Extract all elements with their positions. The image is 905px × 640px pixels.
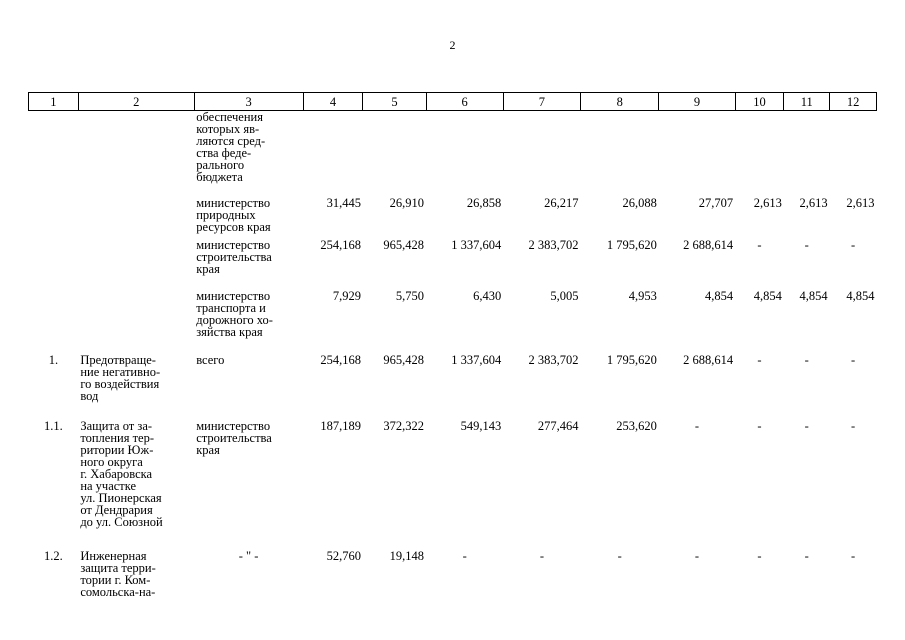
column-header: 3	[194, 93, 303, 111]
responsible-party: министерство строительства края	[196, 418, 272, 457]
value-cell: -	[850, 548, 856, 563]
value-cell: 4,854	[704, 288, 734, 303]
table-row	[29, 550, 877, 600]
value-cell	[426, 111, 503, 197]
item-number	[29, 290, 79, 354]
column-header: 2	[78, 93, 194, 111]
table-row	[29, 290, 877, 354]
value-cell	[363, 111, 426, 197]
column-header: 5	[363, 93, 426, 111]
column-header: 11	[784, 93, 830, 111]
value-cell: 2,613	[753, 195, 782, 210]
value-cell	[784, 111, 830, 197]
column-header: 6	[426, 93, 503, 111]
responsible-party: министерство транспорта и дорожного хо- зяйства края	[196, 288, 273, 339]
value-cell: 1 337,604	[451, 352, 502, 367]
table-row	[29, 354, 877, 420]
value-cell: 2 383,702	[528, 352, 579, 367]
value-cell: 372,322	[383, 418, 425, 433]
value-cell	[503, 111, 580, 197]
value-cell: 26,910	[389, 195, 425, 210]
item-number: 1.1.	[44, 418, 63, 433]
value-cell: -	[462, 548, 467, 563]
value-cell: 2 688,614	[683, 352, 734, 367]
value-cell	[659, 111, 735, 197]
value-cell: 26,217	[544, 195, 579, 210]
value-cell	[735, 111, 784, 197]
value-cell: 187,189	[320, 418, 361, 433]
value-cell: -	[804, 418, 809, 433]
column-header: 8	[581, 93, 659, 111]
value-cell: 2 383,702	[528, 237, 579, 252]
value-cell: 31,445	[326, 195, 361, 210]
value-cell: 19,148	[389, 548, 425, 563]
item-title	[78, 290, 194, 354]
value-cell: 1 337,604	[451, 237, 502, 252]
value-cell: 1 795,620	[606, 352, 657, 367]
column-header: 4	[303, 93, 363, 111]
value-cell: 26,858	[466, 195, 502, 210]
table-row	[29, 239, 877, 290]
value-cell	[581, 111, 659, 197]
value-cell: 5,005	[550, 288, 579, 303]
value-cell: -	[850, 237, 856, 252]
value-cell: 549,143	[460, 418, 502, 433]
item-number	[29, 111, 79, 197]
value-cell: -	[804, 352, 809, 367]
responsible-party: обеспечения которых яв- ляются сред- ства феде- рального бюджета	[196, 110, 266, 184]
value-cell: 2 688,614	[683, 237, 734, 252]
value-cell: 965,428	[383, 237, 425, 252]
item-title	[78, 239, 194, 290]
column-number-row	[29, 93, 877, 111]
item-title: Инженерная защита терри- тории г. Ком- сомольска-на-	[80, 548, 156, 599]
value-cell: 253,620	[616, 418, 657, 433]
value-cell: -	[804, 237, 809, 252]
responsible-party: всего	[196, 352, 225, 367]
value-cell: -	[757, 352, 762, 367]
value-cell: -	[539, 548, 544, 563]
value-cell: 965,428	[383, 352, 425, 367]
item-number: 1.	[48, 352, 59, 367]
value-cell: 26,088	[622, 195, 657, 210]
item-title	[78, 197, 194, 239]
value-cell: -	[757, 418, 762, 433]
value-cell	[830, 111, 877, 197]
table-row	[29, 111, 877, 197]
value-cell: 5,750	[395, 288, 425, 303]
value-cell	[303, 111, 363, 197]
column-header: 1	[29, 93, 79, 111]
value-cell: 52,760	[326, 548, 361, 563]
value-cell: 27,707	[698, 195, 734, 210]
value-cell: -	[804, 548, 809, 563]
value-cell: 6,430	[473, 288, 502, 303]
item-title	[78, 111, 194, 197]
item-number: 1.2.	[44, 548, 63, 563]
column-header: 9	[659, 93, 735, 111]
table-row	[29, 197, 877, 239]
responsible-party: министерство природных ресурсов края	[196, 195, 271, 234]
responsible-party: министерство строительства края	[196, 237, 272, 276]
value-cell: 4,854	[799, 288, 828, 303]
value-cell: -	[757, 548, 762, 563]
value-cell: 2,613	[846, 195, 875, 210]
item-title: Предотвраще- ние негативно- го воздействия вод	[80, 352, 161, 403]
page-number: 2	[449, 38, 456, 52]
column-header: 12	[830, 93, 877, 111]
value-cell: 254,168	[320, 237, 361, 252]
column-header: 10	[735, 93, 784, 111]
value-cell: -	[694, 548, 700, 563]
value-cell: 7,929	[332, 288, 361, 303]
value-cell: -	[694, 418, 700, 433]
value-cell: 2,613	[799, 195, 828, 210]
value-cell: -	[850, 418, 856, 433]
value-cell: 277,464	[537, 418, 579, 433]
column-header: 7	[503, 93, 580, 111]
value-cell: -	[850, 352, 856, 367]
item-number	[29, 239, 79, 290]
value-cell: -	[757, 237, 762, 252]
value-cell: 1 795,620	[606, 237, 657, 252]
value-cell: 4,953	[628, 288, 657, 303]
responsible-party: - " -	[238, 548, 259, 563]
budget-table	[28, 92, 877, 600]
value-cell: -	[617, 548, 622, 563]
value-cell: 4,854	[753, 288, 782, 303]
table-row	[29, 420, 877, 550]
item-number	[29, 197, 79, 239]
item-title: Защита от за- топления тер- ритории Юж- ного округа г. Хабаровска на участке ул. Пионерская от Дендрария до ул. Союзной	[80, 418, 163, 529]
value-cell: 4,854	[846, 288, 875, 303]
value-cell: 254,168	[320, 352, 361, 367]
